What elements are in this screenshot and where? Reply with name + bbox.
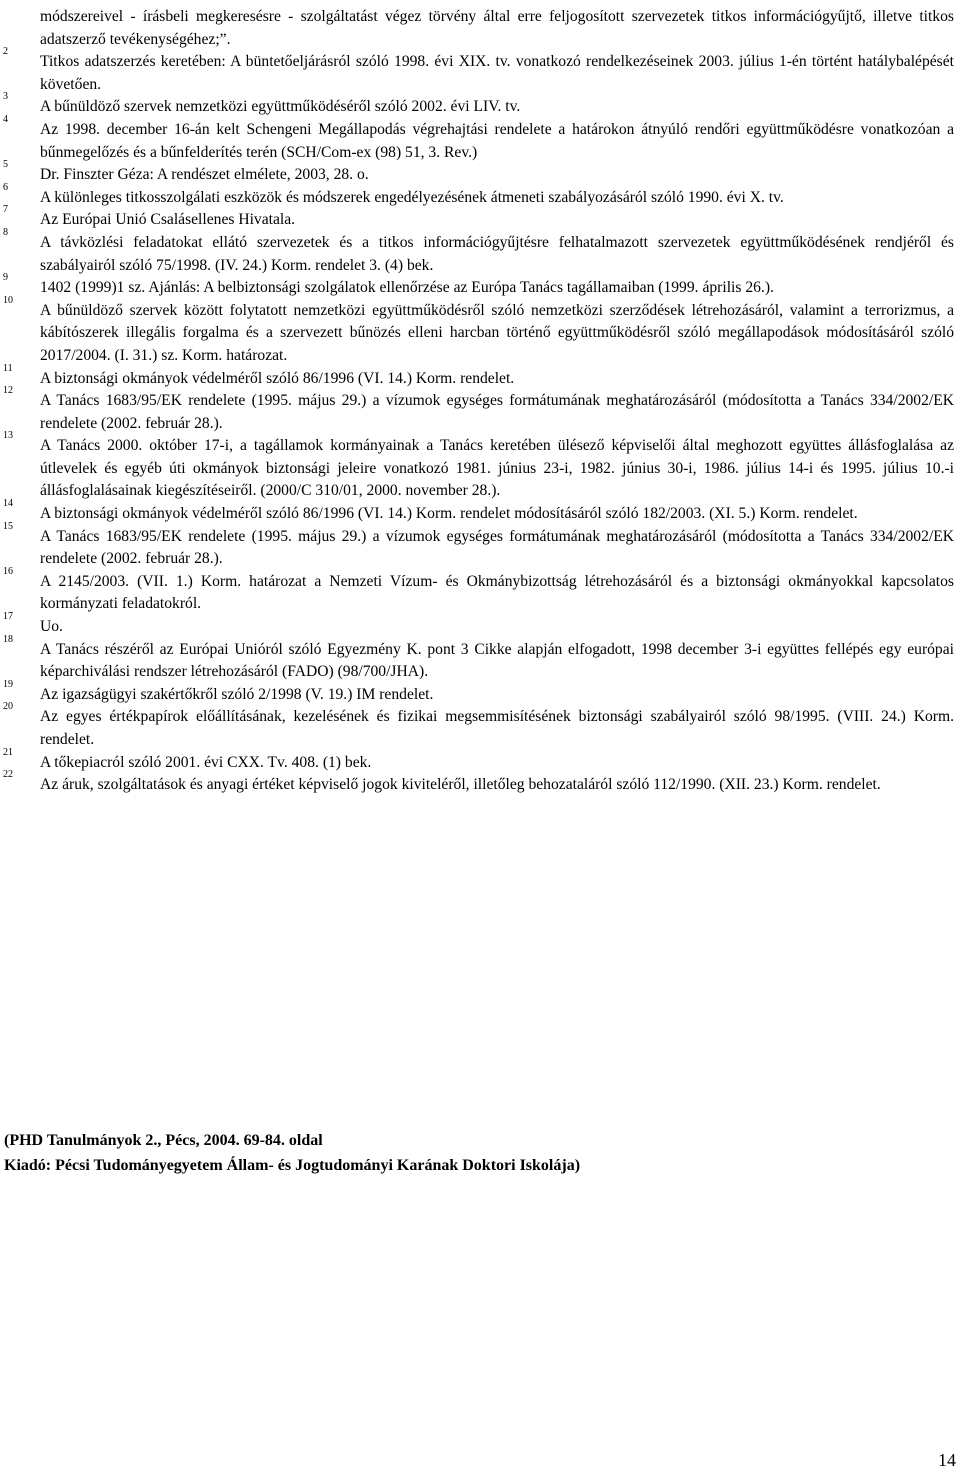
footnote — [0, 678, 960, 707]
footnote-number: 7 — [3, 204, 8, 216]
footnote-text: A Tanács 2000. október 17-i, a tagállamok kormányainak a Tanács keretében ülésező képviselői által meghozott együttes állásfoglalása az útlevelek és egyéb úti okmányok biztonsági jeleire vonatkozó 1981. június 23-i, 1982. június 30-i, 1986. július 14-i és 1995. július 10.-i állásfoglalásainak kiegészítéseiről. (2000/C 310/01, 2000. november 28.). — [40, 437, 954, 500]
footnote — [0, 362, 960, 391]
footnote-text: A Tanács 1683/95/EK rendelete (1995. május 29.) a vízumok egységes formátumának meghatározásáról (módosította a Tanács 334/2002/EK rendelete (2002. február 28.). — [40, 527, 954, 568]
footnote — [0, 746, 960, 775]
footnote — [0, 385, 960, 435]
footnote-number: 8 — [3, 226, 8, 238]
footnote-number: 9 — [3, 272, 8, 284]
footnote-number: 20 — [3, 701, 13, 713]
footnote-text: Az egyes értékpapírok előállításának, kezelésének és fizikai megsemmisítésének biztonsági szabályairól szóló 98/1995. (VIII. 24.) Korm. rendelet. — [40, 708, 954, 748]
footnote-number: 10 — [3, 294, 13, 306]
footnote-number: 3 — [3, 91, 8, 103]
footnote-number: 11 — [3, 362, 13, 374]
footnote — [0, 159, 960, 187]
footnote-text: A különleges titkosszolgálati eszközök és módszerek engedélyezésének átmeneti szabályozásáról szóló 1990. évi X. tv. — [40, 188, 784, 206]
footnote-number: 19 — [3, 678, 13, 690]
footnote-text: A biztonsági okmányok védelméről szóló 86/1996 (VI. 14.) Korm. rendelet. — [40, 369, 515, 387]
footnote-text: A bűnüldöző szervek között folytatott nemzetközi együttműködésről szóló nemzetközi szerződések létrehozásáról, valamint a terrorizmus, a kábítószerek illegális forgalma és a szervezett bűnözés elleni harcban történő együttműködésről szóló megállapodások módosításáról szóló 2017/2004. (I. 31.) sz. Korm. határozat. — [40, 301, 954, 364]
footnote — [0, 91, 960, 119]
footnote-text: A biztonsági okmányok védelméről szóló 86/1996 (VI. 14.) Korm. rendelet módosításáról szóló 182/2003. (XI. 5.) Korm. rendelet. — [40, 505, 858, 523]
page-number: 14 — [938, 1450, 956, 1470]
footnote-number: 18 — [3, 633, 13, 645]
footnote-text: A tőkepiacról szóló 2001. évi CXX. Tv. 408. (1) bek. — [40, 753, 372, 771]
footnote — [0, 294, 960, 368]
footnote-text: módszereivel - írásbeli megkeresésre - szolgáltatást végez törvény által erre feljogosított szervezetek titkos információgyűjtő, illetve titkos adatszerző tevékenységéhez;”. — [40, 8, 954, 48]
footnote — [0, 181, 960, 210]
footnote-number: 6 — [3, 181, 8, 193]
footnote — [0, 430, 960, 503]
footnote-text: Az igazságügyi szakértőkről szóló 2/1998 (V. 19.) IM rendelet. — [40, 685, 434, 703]
footnote-text: Titkos adatszerzés keretében: A büntetőeljárásról szóló 1998. évi XIX. tv. vonatkozó rendelkezéseinek 2003. július 1-én történt hatálybalépését követően. — [40, 53, 954, 93]
footnote — [0, 272, 960, 300]
footnote — [0, 204, 960, 232]
footnote-number: 21 — [3, 746, 13, 758]
footnote-list — [0, 6, 960, 797]
footnote — [0, 769, 960, 797]
source-publisher: Kiadó: Pécsi Tudományegyetem Állam- és Jogtudományi Karának Doktori Iskolája) — [4, 1157, 581, 1174]
footnote-text: Az Európai Unió Csalásellenes Hivatala. — [40, 211, 296, 229]
footnote — [0, 565, 960, 616]
footnote-text: A 2145/2003. (VII. 1.) Korm. határozat a Nemzeti Vízum- és Okmánybizottság létrehozásáról és a biztonsági okmányokkal kapcsolatos kormányzati feladatokról. — [40, 572, 954, 613]
footnote — [0, 6, 960, 51]
footnote — [0, 226, 960, 277]
source-publication: (PHD Tanulmányok 2., Pécs, 2004. 69-84. oldal — [4, 1132, 323, 1149]
footnote-text: A bűnüldöző szervek nemzetközi együttműködéséről szóló 2002. évi LIV. tv. — [40, 98, 521, 116]
footnote-number: 12 — [3, 385, 13, 397]
footnote-number: 17 — [3, 611, 13, 623]
footnote-text: Uo. — [40, 618, 63, 636]
footnote — [0, 701, 960, 751]
footnote-number: 16 — [3, 565, 13, 577]
footnote-text: 1402 (1999)1 sz. Ajánlás: A belbiztonsági szolgálatok ellenőrzése az Európa Tanács tagállamaiban (1999. április 26.). — [40, 279, 774, 297]
footnote — [0, 46, 960, 96]
footnote-text: Az 1998. december 16-án kelt Schengeni Megállapodás végrehajtási rendelete a határokon átnyúló rendőri együttműködésre vonatkozóan a bűnmegelőzés és a bűnfelderítés terén (SCH/Com-ex (98) 51, 3. Rev.) — [40, 120, 954, 161]
footnote-number: 15 — [3, 520, 13, 532]
footnote — [0, 113, 960, 164]
footnote-text: Dr. Finszter Géza: A rendészet elmélete, 2003, 28. o. — [40, 166, 369, 184]
footnote — [0, 498, 960, 526]
footnote-number: 2 — [3, 46, 8, 58]
footnote — [0, 520, 960, 571]
footnote — [0, 611, 960, 639]
footnote-text: A Tanács 1683/95/EK rendelete (1995. május 29.) a vízumok egységes formátumának meghatározásáról (módosította a Tanács 334/2002/EK rendelete (2002. február 28.). — [40, 392, 954, 432]
footnote-number: 22 — [3, 769, 13, 781]
footnote — [0, 633, 960, 684]
source-citation — [4, 1128, 580, 1178]
footnote-text: A Tanács részéről az Európai Unióról szóló Egyezmény K. pont 3 Cikke alapján elfogadott, 1998 december 3-i együttes fellépés egy európai képarchiválási rendszer létrehozásáról (FADO) (98/700/JHA). — [40, 640, 954, 681]
footnote-text: Az áruk, szolgáltatások és anyagi értéket képviselő jogok kiviteléről, illetőleg behozataláról szóló 112/1990. (XII. 23.) Korm. rendelet. — [40, 776, 881, 794]
footnote-number: 14 — [3, 498, 13, 510]
footnote-number: 13 — [3, 430, 13, 442]
footnote-text: A távközlési feladatokat ellátó szervezetek és a titkos információgyűjtésre felhatalmazott szervezetek együttműködésének rendjéről és szabályairól szóló 75/1998. (IV. 24.) Korm. rendelet 3. (4) bek. — [40, 233, 954, 274]
footnote-number: 4 — [3, 113, 8, 125]
footnote-number: 5 — [3, 159, 8, 171]
